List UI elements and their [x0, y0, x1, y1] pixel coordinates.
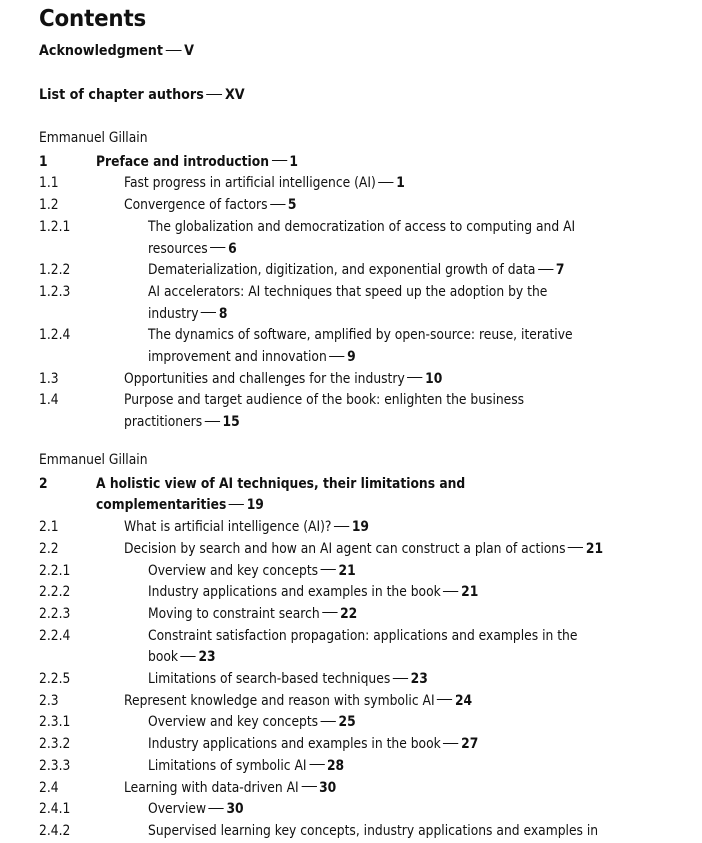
toc-entry[interactable]	[39, 517, 679, 539]
toc-entry[interactable]	[39, 474, 679, 517]
section-number: 2.4.1	[39, 801, 71, 818]
section-number: 2.1	[39, 519, 59, 536]
title-text: A holistic view of AI techniques, their limitations and	[96, 475, 466, 492]
toc-entry-chapter-authors[interactable]	[39, 87, 245, 103]
title-text: Industry applications and examples in the book	[148, 584, 441, 601]
title-line	[148, 647, 599, 669]
toc-entry[interactable]	[39, 217, 679, 260]
page-number: XV	[224, 87, 245, 103]
title-line	[148, 799, 599, 821]
section-number: 2.3.2	[39, 736, 71, 753]
title-line	[148, 325, 599, 347]
section-number: 2	[39, 475, 48, 492]
section-number: 1.2.1	[39, 218, 71, 235]
title-line	[148, 626, 599, 648]
toc-entry[interactable]	[39, 582, 679, 604]
section-number: 1	[39, 153, 48, 170]
toc-entry[interactable]	[39, 691, 679, 713]
title-line	[148, 239, 599, 261]
title-line	[148, 712, 599, 734]
title-line	[96, 152, 504, 174]
section-title	[124, 517, 668, 539]
title-line	[124, 691, 668, 713]
section-number: 1.2.4	[39, 327, 71, 344]
page-number: 23	[410, 671, 428, 687]
title-line	[148, 561, 599, 583]
title-text: Decision by search and how an AI agent can construct a plan of actions	[124, 540, 566, 557]
title-line	[124, 539, 668, 561]
title-text: Represent knowledge and reason with symbolic AI	[124, 692, 435, 709]
title-line	[148, 304, 599, 326]
section-number: 2.3.3	[39, 757, 71, 774]
title-text: Dematerialization, digitization, and exponential growth of data	[148, 262, 536, 279]
leader-dash	[210, 247, 225, 248]
section-number: 2.2.3	[39, 605, 71, 622]
title-line	[148, 756, 599, 778]
page-number: 28	[326, 757, 345, 774]
title-line	[96, 474, 504, 496]
toc-entry[interactable]	[39, 756, 679, 778]
page-number: 21	[338, 562, 356, 579]
section-title	[148, 626, 599, 669]
toc-entry[interactable]	[39, 539, 679, 561]
page-number: 30	[319, 779, 337, 796]
title-line	[96, 495, 504, 517]
section-title	[148, 561, 599, 583]
leader-dash	[181, 656, 196, 657]
page-number: 7	[555, 262, 565, 279]
leader-dash	[309, 764, 324, 765]
toc-entry[interactable]	[39, 604, 679, 626]
entry-title: List of chapter authors	[39, 87, 204, 103]
section-title	[148, 282, 599, 325]
leader-dash	[272, 160, 287, 161]
title-text: Limitations of symbolic AI	[148, 757, 307, 774]
section-title	[148, 799, 599, 821]
title-text: Fast progress in artificial intelligence (AI)	[124, 175, 376, 192]
leader-dash	[407, 377, 422, 378]
page-number: 30	[226, 801, 244, 818]
section-title	[148, 669, 599, 691]
chapter-author: Emmanuel Gillain	[39, 452, 148, 468]
section-title	[124, 539, 668, 561]
title-line	[124, 173, 668, 195]
title-line	[148, 734, 599, 756]
section-title	[124, 195, 668, 217]
leader-dash	[201, 312, 216, 313]
title-line	[148, 669, 599, 691]
toc-entry[interactable]	[39, 152, 679, 174]
title-line	[124, 778, 668, 800]
section-title	[148, 260, 599, 282]
title-text: Overview and key concepts	[148, 562, 319, 579]
page-number: 5	[287, 197, 297, 214]
title-line	[124, 412, 668, 434]
page-number: V	[184, 43, 195, 59]
section-number: 2.2.2	[39, 584, 71, 601]
page-title: Contents	[39, 6, 147, 32]
leader-dash	[301, 786, 316, 787]
section-title	[124, 369, 668, 391]
title-text: practitioners	[124, 414, 203, 431]
toc-entry[interactable]	[39, 195, 679, 217]
title-text: The dynamics of software, amplified by open-source: reuse, iterative	[148, 327, 573, 344]
leader-dash	[209, 808, 224, 809]
leader-dash	[378, 182, 393, 183]
title-text: The globalization and democratization of access to computing and AI	[148, 218, 576, 235]
leader-dash	[393, 678, 408, 679]
toc-entry[interactable]	[39, 390, 679, 433]
page-number: 1	[289, 153, 298, 170]
leader-dash	[322, 612, 337, 613]
section-number: 2.2.5	[39, 671, 71, 687]
toc-entry[interactable]	[39, 282, 679, 325]
page-number: 8	[218, 305, 228, 322]
toc-entry[interactable]	[39, 173, 679, 195]
toc-entry[interactable]	[39, 325, 679, 368]
page-number: 27	[461, 736, 479, 753]
leader-dash	[568, 547, 583, 548]
page-number: 19	[246, 497, 264, 514]
title-text: Learning with data-driven AI	[124, 779, 299, 796]
leader-dash	[437, 699, 452, 700]
section-number: 1.2.3	[39, 283, 71, 300]
section-title	[148, 756, 599, 778]
title-text: Industry applications and examples in the book	[148, 736, 441, 753]
title-text: Purpose and target audience of the book: enlighten the business	[124, 392, 525, 409]
section-title	[96, 152, 504, 174]
page-number: 19	[351, 519, 370, 536]
leader-dash	[443, 591, 458, 592]
leader-dash	[205, 421, 220, 422]
page-number: 25	[338, 714, 356, 731]
page-number: 21	[585, 540, 604, 557]
section-number: 1.3	[39, 370, 59, 387]
page-number: 15	[222, 414, 240, 431]
page-number: 6	[228, 240, 237, 257]
section-number: 2.4.2	[39, 822, 71, 839]
section-title	[148, 582, 599, 604]
title-text: industry	[148, 305, 199, 322]
section-title	[124, 173, 668, 195]
page-number: 22	[340, 605, 358, 622]
leader-dash	[443, 743, 458, 744]
title-text: Constraint satisfaction propagation: applications and examples in the	[148, 627, 578, 644]
title-line	[148, 260, 599, 282]
leader-dash	[334, 526, 349, 527]
title-line	[148, 217, 599, 239]
toc-entry[interactable]	[39, 799, 679, 821]
page-number: 23	[198, 649, 216, 666]
title-line	[124, 517, 668, 539]
title-text: resources	[148, 240, 208, 257]
title-text: complementarities	[96, 497, 227, 514]
title-line	[124, 369, 668, 391]
section-title	[124, 390, 668, 433]
page-number: 10	[425, 370, 443, 387]
chapter-author: Emmanuel Gillain	[39, 130, 148, 146]
title-text: Convergence of factors	[124, 197, 268, 214]
section-title	[148, 604, 599, 626]
title-text: Overview	[148, 801, 207, 818]
leader-dash	[321, 721, 336, 722]
title-line	[124, 195, 668, 217]
toc-entry[interactable]	[39, 260, 679, 282]
title-text: What is artificial intelligence (AI)?	[124, 519, 332, 536]
title-text: Opportunities and challenges for the industry	[124, 370, 405, 387]
title-text: Overview and key concepts	[148, 714, 319, 731]
section-title	[124, 778, 668, 800]
toc-entry[interactable]	[39, 712, 679, 734]
title-line	[148, 347, 599, 369]
title-text: Preface and introduction	[96, 153, 270, 170]
section-number: 1.2.2	[39, 262, 71, 279]
page-number: 21	[461, 584, 479, 601]
leader-dash	[270, 204, 285, 205]
title-line	[148, 582, 599, 604]
title-line	[148, 821, 599, 843]
title-text: Limitations of search-based techniques	[148, 671, 391, 687]
title-text: AI accelerators: AI techniques that speed up the adoption by the	[148, 283, 548, 300]
title-text: book	[148, 649, 179, 666]
leader-dash	[166, 50, 182, 51]
leader-dash	[321, 569, 336, 570]
page-number: 9	[347, 349, 356, 365]
toc-entry[interactable]	[39, 778, 679, 800]
title-text: Moving to constraint search	[148, 605, 320, 622]
toc-entry[interactable]	[39, 821, 679, 843]
section-number: 2.4	[39, 779, 59, 796]
section-number: 1.1	[39, 175, 59, 192]
section-number: 2.2	[39, 540, 59, 557]
leader-dash	[229, 504, 244, 505]
section-number: 1.4	[39, 392, 59, 409]
section-number: 2.3	[39, 692, 59, 709]
section-number: 2.3.1	[39, 714, 71, 731]
section-title	[96, 474, 504, 517]
toc-entry-acknowledgment[interactable]	[39, 43, 194, 59]
toc-entry[interactable]	[39, 561, 679, 583]
toc-entry[interactable]	[39, 734, 679, 756]
title-text: Supervised learning key concepts, industry applications and examples in	[148, 822, 599, 839]
section-title	[148, 712, 599, 734]
section-title	[148, 325, 599, 368]
page-number: 24	[454, 692, 473, 709]
title-line	[124, 390, 668, 412]
leader-dash	[206, 94, 222, 95]
title-line	[148, 604, 599, 626]
toc-entry[interactable]	[39, 626, 679, 669]
toc-entry[interactable]	[39, 369, 679, 391]
leader-dash	[329, 356, 344, 357]
section-number: 2.2.1	[39, 562, 71, 579]
title-line	[148, 282, 599, 304]
toc-entry[interactable]	[39, 669, 679, 691]
page-number: 1	[396, 175, 405, 192]
section-title	[148, 217, 599, 260]
section-title	[148, 821, 599, 843]
section-title	[148, 734, 599, 756]
title-text: improvement and innovation	[148, 349, 327, 365]
section-number: 1.2	[39, 197, 59, 214]
section-number: 2.2.4	[39, 627, 71, 644]
section-title	[124, 691, 668, 713]
entry-title: Acknowledgment	[39, 43, 163, 59]
leader-dash	[538, 269, 553, 270]
